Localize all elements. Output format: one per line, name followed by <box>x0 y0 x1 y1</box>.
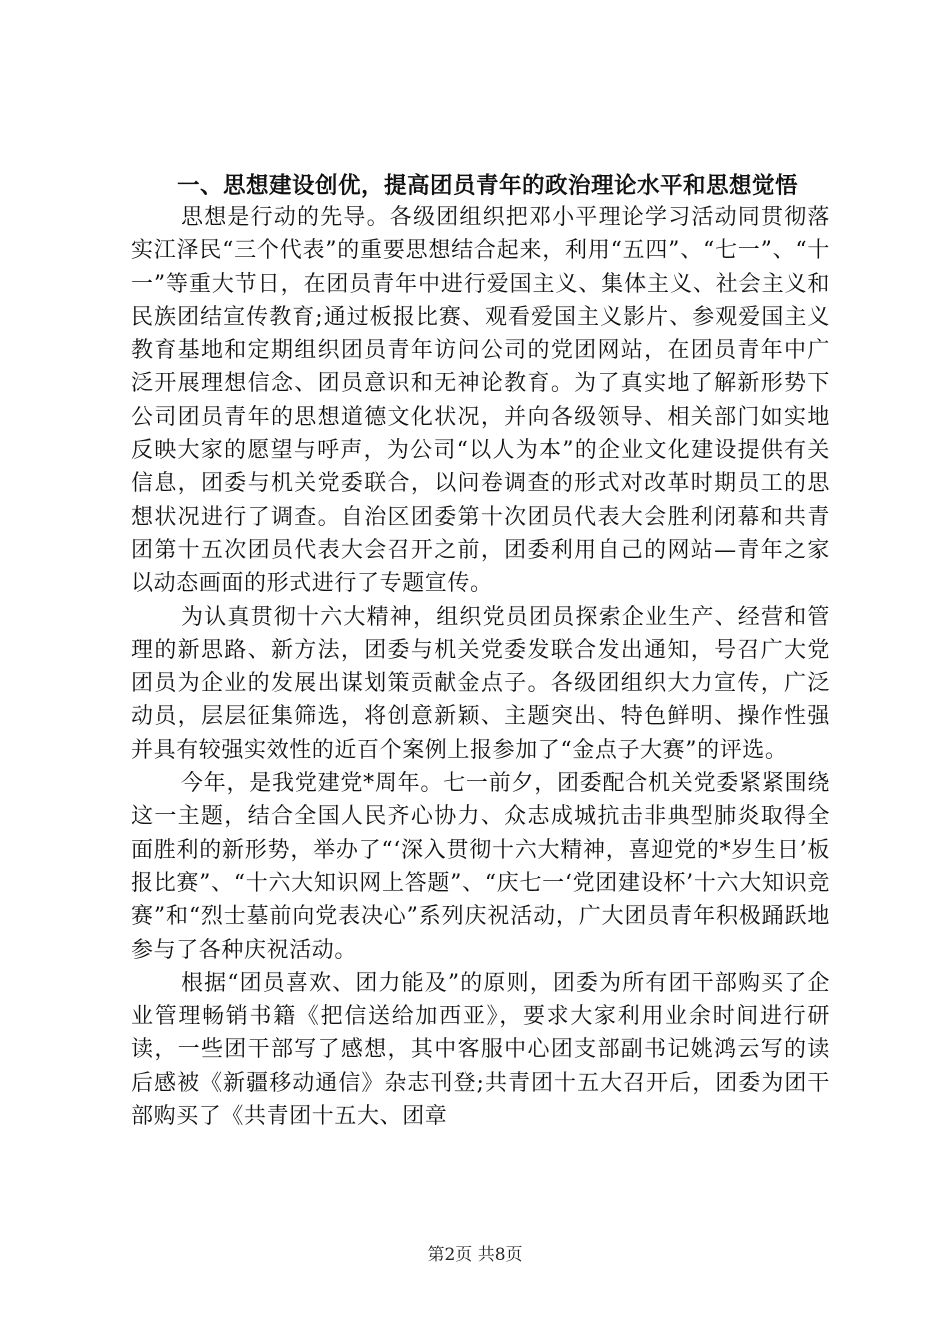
paragraph-reading: 根据“团员喜欢、团力能及”的原则，团委为所有团干部购买了企业管理畅销书籍《把信送给加西亚》，要求大家利用业余时间进行研读，一些团干部写了感想，其中客服中心团支部副书记姚鸿云写的读后感被《新疆移动通信》杂志刊登;共青团十五大召开后，团委为团干部购买了《共青团十五大、团章 <box>131 970 830 1130</box>
paragraph-golden-ideas: 为认真贯彻十六大精神，组织党员团员探索企业生产、经营和管理的新思路、新方法，团委与机关党委发联合发出通知，号召广大党团员为企业的发展出谋划策贡献金点子。各级团组织大力宣传，广泛动员，层层征集筛选，将创意新颖、主题突出、特色鲜明、操作性强并具有较强实效性的近百个案例上报参加了“金点子大赛”的评选。 <box>131 604 830 763</box>
section-heading: 一、思想建设创优，提高团员青年的政治理论水平和思想觉悟 <box>177 173 799 199</box>
page-footer: 第2页 共8页 <box>427 1245 523 1265</box>
document-body <box>131 172 830 1133</box>
paragraph-ideology: 思想是行动的先导。各级团组织把邓小平理论学习活动同贯彻落实江泽民“三个代表”的重要思想结合起来，利用“五四”、“七一”、“十一”等重大节日，在团员青年中进行爱国主义、集体主义、社会主义和民族团结宣传教育;通过板报比赛、观看爱国主义影片、参观爱国主义教育基地和定期组织团员青年访问公司的党团网站，在团员青年中广泛开展理想信念、团员意识和无神论教育。为了真实地了解新形势下公司团员青年的思想道德文化状况，并向各级领导、相关部门如实地反映大家的愿望与呼声，为公司“以人为本”的企业文化建设提供有关信息，团委与机关党委联合，以问卷调查的形式对改革时期员工的思想状况进行了调查。自治区团委第十次团员代表大会胜利闭幕和共青团第十五次团员代表大会召开之前，团委利用自己的网站—青年之家以动态画面的形式进行了专题宣传。 <box>131 205 830 597</box>
paragraph-anniversary: 今年，是我党建党*周年。七一前夕，团委配合机关党委紧紧围绕这一主题，结合全国人民齐心协力、众志成城抗击非典型肺炎取得全面胜利的新形势，举办了“‘深入贯彻十六大精神，喜迎党的*岁生日’板报比赛”、“十六大知识网上答题”、“庆七一‘党团建设杯’十六大知识竞赛”和“烈士墓前向党表决心”系列庆祝活动，广大团员青年积极踊跃地参与了各种庆祝活动。 <box>131 771 830 963</box>
